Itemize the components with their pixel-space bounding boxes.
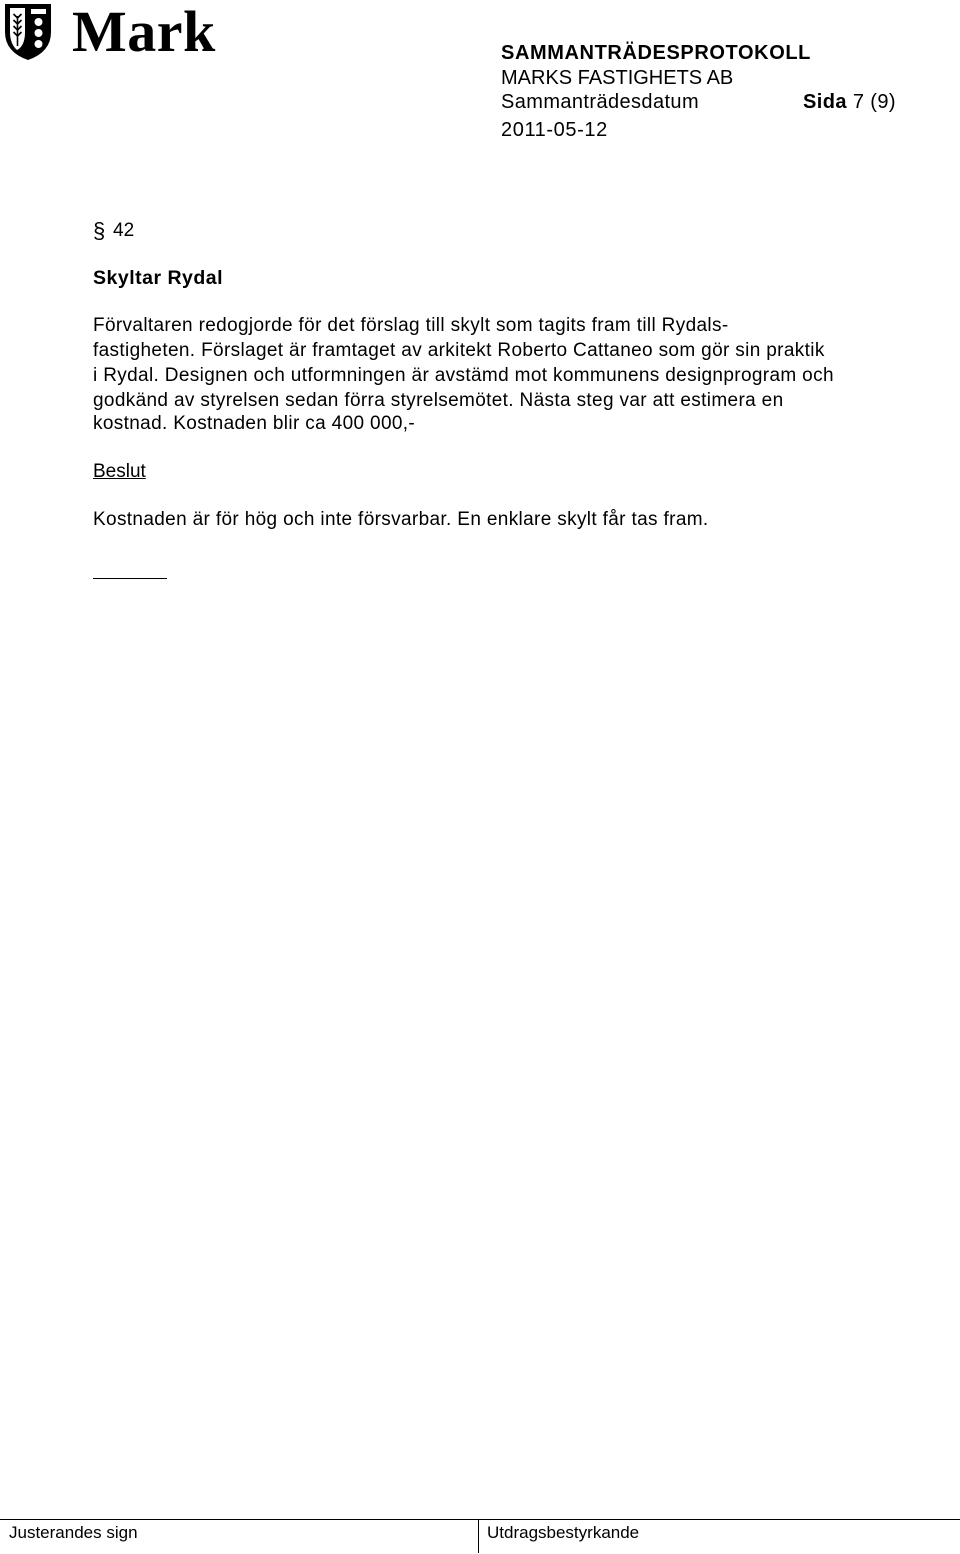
decision-text: Kostnaden är för hög och inte försvarbar. En enklare skylt får tas fram.: [93, 509, 709, 530]
footer-justerandes-sign: Justerandes sign: [9, 1523, 138, 1542]
end-of-item-rule: [93, 578, 167, 579]
decision-heading: Beslut: [93, 461, 146, 482]
footer-divider: [478, 1519, 479, 1553]
company-name: MARKS FASTIGHETS AB: [501, 67, 734, 89]
document-type-title: SAMMANTRÄDESPROTOKOLL: [501, 42, 812, 64]
body-line: kostnad. Kostnaden blir ca 400 000,-: [93, 413, 416, 434]
municipal-coat-of-arms-icon: [2, 2, 54, 62]
section-number: 42: [113, 220, 135, 241]
item-title: Skyltar Rydal: [93, 267, 224, 289]
logo-wordmark: Mark: [72, 0, 216, 64]
body-line: fastigheten. Förslaget är framtaget av arkitekt Roberto Cattaneo som gör sin praktik: [93, 340, 825, 361]
section-symbol: §: [93, 218, 106, 243]
page-label: Sida: [803, 91, 847, 113]
body-line: godkänd av styrelsen sedan förra styrelsemötet. Nästa steg var att estimera en: [93, 390, 784, 411]
page-indicator: [803, 90, 896, 114]
meeting-date: 2011-05-12: [501, 119, 608, 141]
footer-utdragsbestyrkande: Utdragsbestyrkande: [487, 1523, 640, 1542]
meeting-date-label: Sammanträdesdatum: [501, 91, 700, 113]
body-line: i Rydal. Designen och utformningen är avstämd mot kommunens designprogram och: [93, 365, 834, 386]
footer-rule: [0, 1519, 960, 1520]
page-number: 7 (9): [852, 91, 896, 113]
body-line: Förvaltaren redogjorde för det förslag till skylt som tagits fram till Rydals-: [93, 315, 729, 336]
